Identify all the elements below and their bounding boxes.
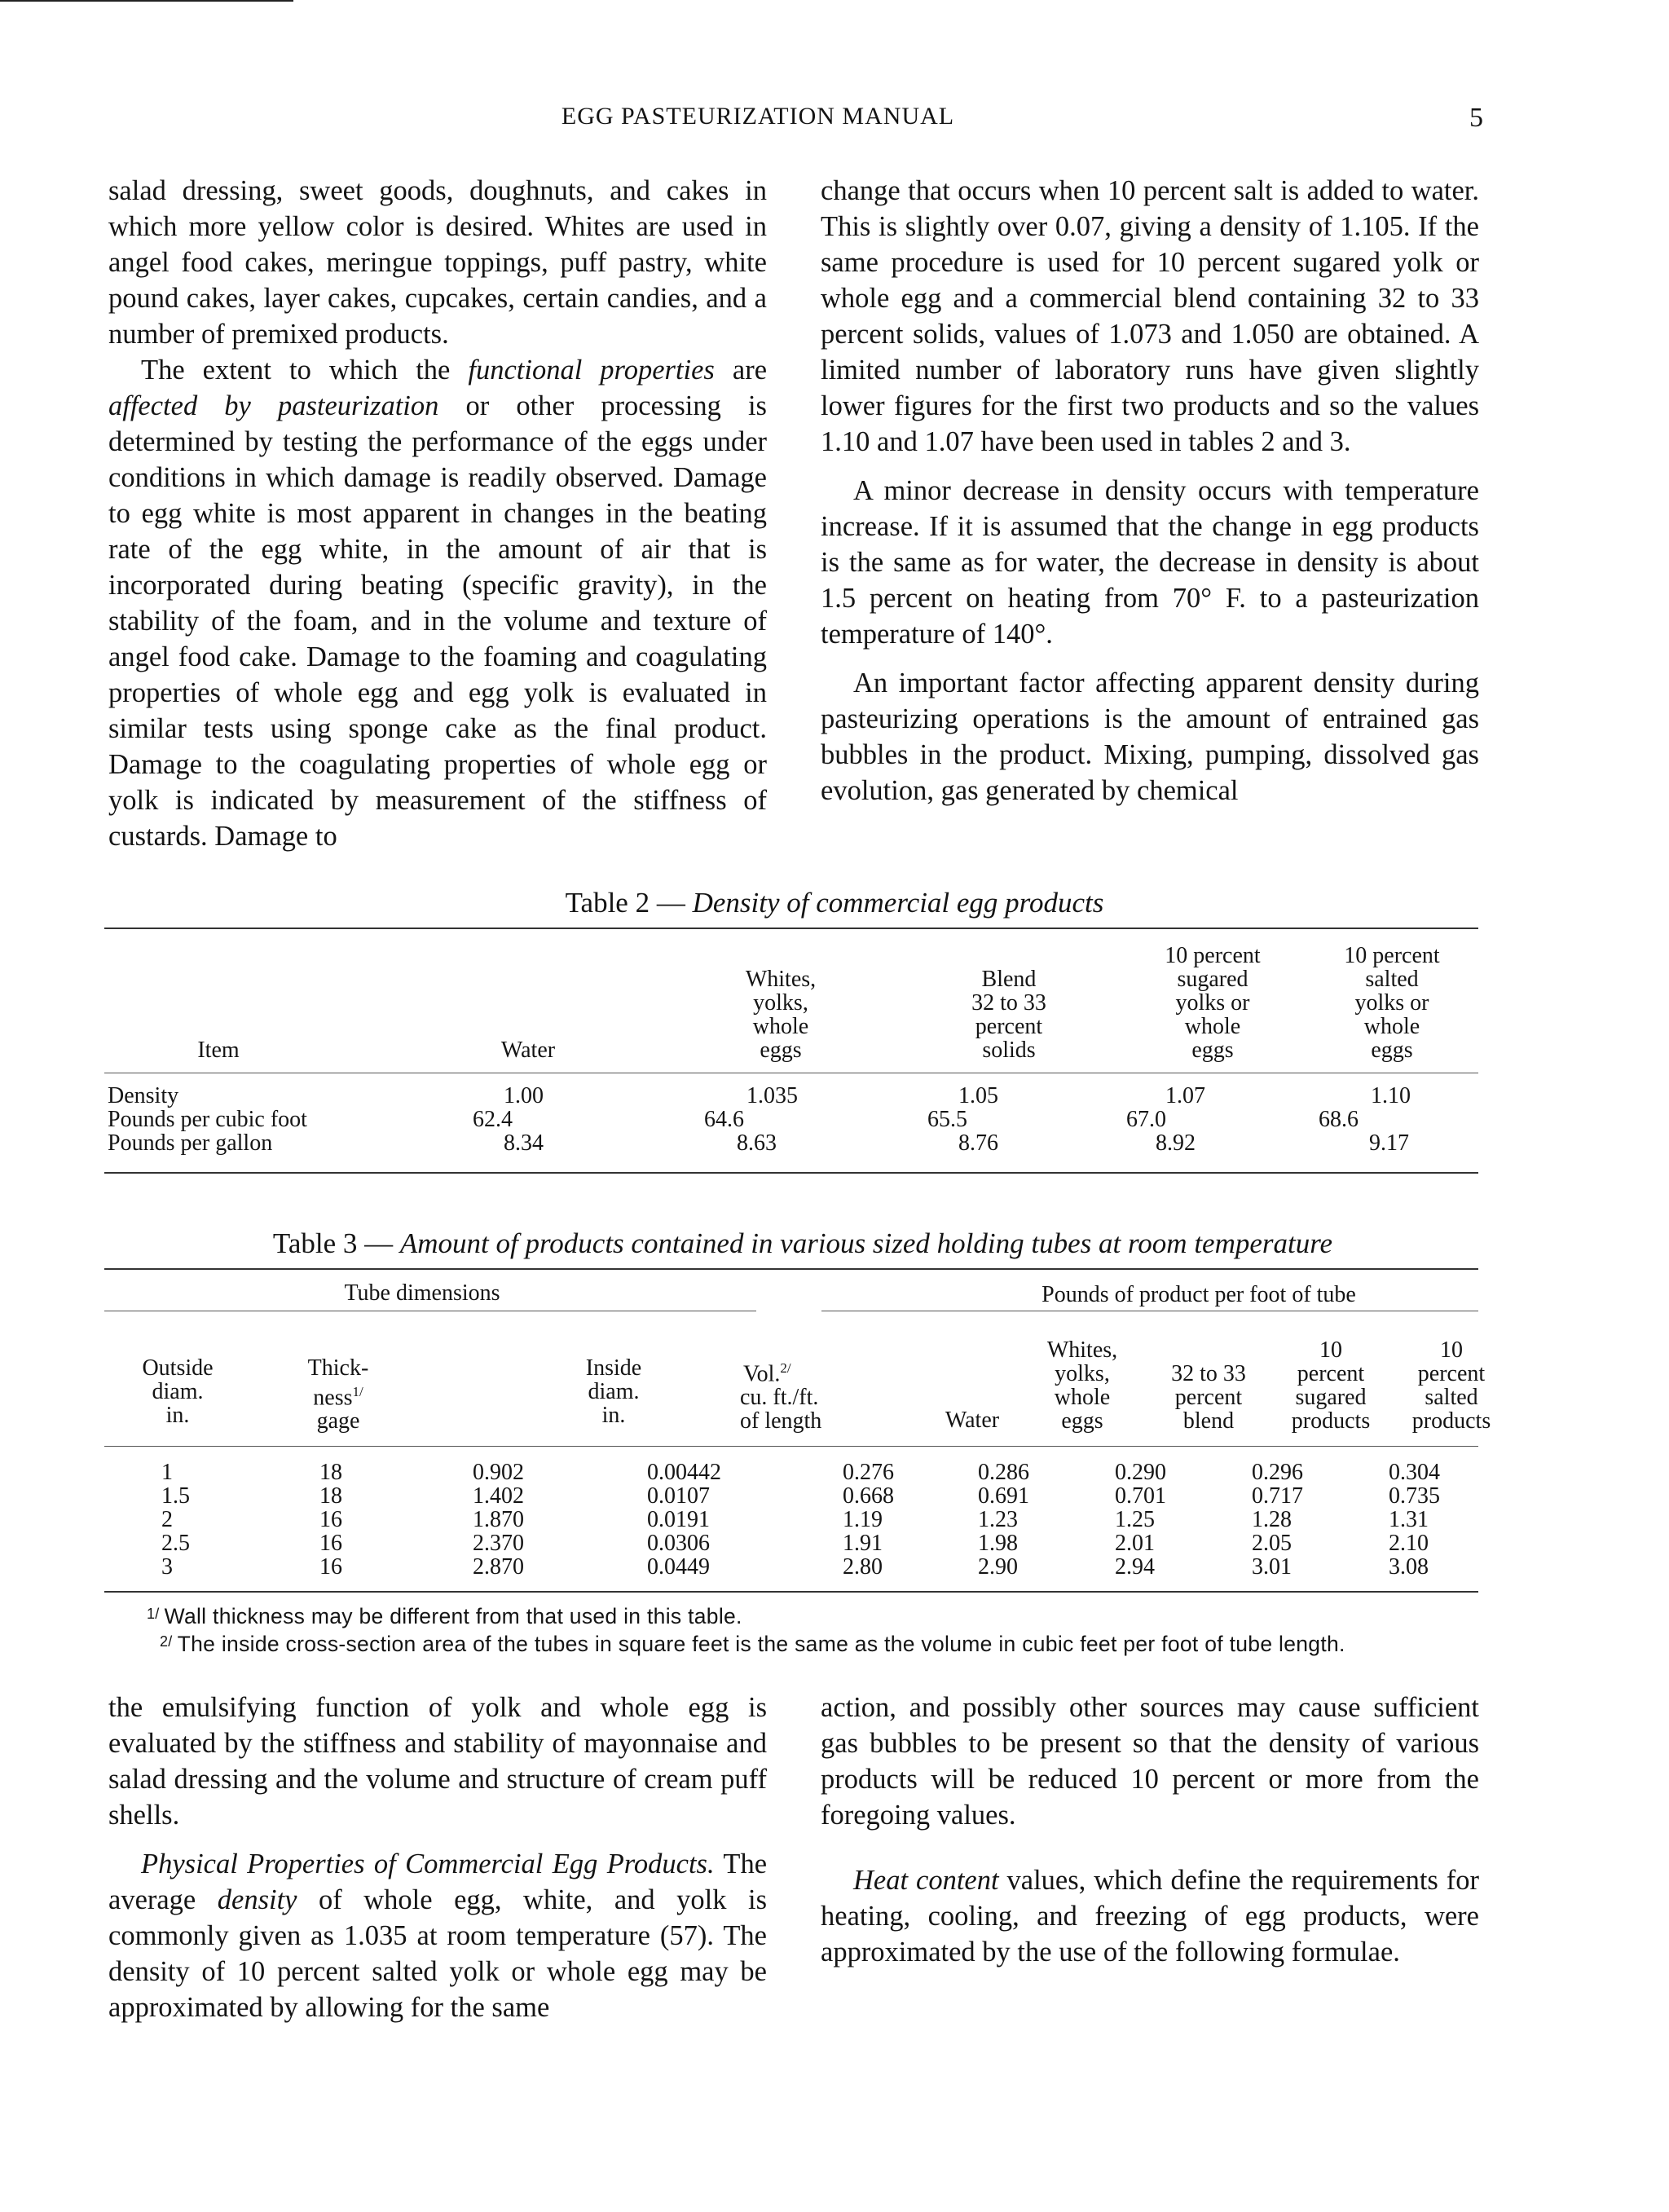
footnote-2 bbox=[160, 1632, 1345, 1657]
text-column-bottom-right bbox=[821, 1690, 1479, 1970]
table-cell: 0.0306 bbox=[647, 1531, 710, 1556]
table-cell: 3.01 bbox=[1252, 1554, 1292, 1580]
table-cell: 1.00 bbox=[504, 1083, 544, 1108]
table-cell: 1.05 bbox=[958, 1083, 998, 1108]
table-cell: 0.286 bbox=[978, 1460, 1029, 1485]
table-cell: 3.08 bbox=[1389, 1554, 1429, 1580]
page-number: 5 bbox=[1469, 103, 1483, 133]
table3-header-volume-line1 bbox=[740, 1356, 903, 1386]
table3-caption bbox=[0, 1227, 1605, 1260]
table-cell: 18 bbox=[319, 1460, 342, 1485]
footnote-mark: 2/ bbox=[780, 1360, 791, 1376]
table3-header-thickness-text: Thick- ness bbox=[307, 1355, 369, 1411]
emphasis: Heat content bbox=[853, 1865, 999, 1896]
table-row bbox=[104, 1131, 1478, 1155]
footnote-mark: 1/ bbox=[352, 1384, 363, 1399]
table-cell: 18 bbox=[319, 1483, 342, 1509]
section-heading: Physical Properties of Commercial Egg Products. bbox=[141, 1848, 715, 1879]
table-cell: 0.00442 bbox=[647, 1460, 721, 1485]
table-cell: 0.276 bbox=[843, 1460, 894, 1485]
table-cell: 0.717 bbox=[1252, 1483, 1303, 1509]
table2-top-rule bbox=[104, 928, 1478, 929]
text-column-top-right bbox=[821, 173, 1479, 809]
table-cell: 2.5 bbox=[161, 1531, 190, 1556]
table-cell: 0.0191 bbox=[647, 1507, 710, 1532]
table-cell: 2.01 bbox=[1115, 1531, 1155, 1556]
table-cell: 0.0107 bbox=[647, 1483, 710, 1509]
table3-bottom-rule bbox=[104, 1591, 1478, 1593]
table-row bbox=[104, 1461, 1478, 1484]
table3-header-inside-diam: Inside diam. in. bbox=[585, 1355, 642, 1428]
footnote-1 bbox=[147, 1604, 742, 1629]
table-cell: 3 bbox=[161, 1554, 173, 1580]
emphasis: density bbox=[217, 1884, 297, 1915]
table3-header-sugared: 10 percent sugared products bbox=[1291, 1337, 1371, 1434]
table3-title: Amount of products contained in various sized holding tubes at room temperature bbox=[399, 1227, 1333, 1259]
table-cell: 9.17 bbox=[1369, 1130, 1409, 1156]
table3-top-rule bbox=[104, 1268, 1478, 1270]
table-cell: 1.035 bbox=[746, 1083, 798, 1108]
table3-header-vol-unit: cu. ft./ft. of length bbox=[740, 1385, 822, 1434]
table-cell: 0.304 bbox=[1389, 1460, 1440, 1485]
table-cell: 1.91 bbox=[843, 1531, 883, 1556]
running-title: EGG PASTEURIZATION MANUAL bbox=[561, 103, 955, 130]
text-run: of whole egg, white, and yolk is commonly given as 1.035 at room temperature (57). The density of 10 percent salted yolk or whole egg may be approximated by allowing for the same bbox=[108, 1884, 768, 2023]
table-cell: Density bbox=[108, 1083, 179, 1108]
table2-bottom-rule bbox=[104, 1172, 1478, 1174]
table2-header bbox=[104, 944, 1478, 1066]
table-cell: 65.5 bbox=[927, 1107, 967, 1132]
table3-header-gage: gage bbox=[316, 1408, 360, 1434]
paragraph: A minor decrease in density occurs with temperature increase. If it is assumed that the change in egg products is the same as for water, the decrease in density is about 1.5 percent on heating from 70° F. to a pasteurization temperature of 140°. bbox=[821, 475, 1479, 650]
table-cell: 16 bbox=[319, 1531, 342, 1556]
table2-header-whites: Whites, yolks, whole eggs bbox=[745, 967, 817, 1063]
table-cell: 1.23 bbox=[978, 1507, 1018, 1532]
table-cell: 67.0 bbox=[1126, 1107, 1166, 1132]
text-run: are bbox=[714, 355, 768, 386]
paragraph bbox=[108, 1846, 767, 2025]
footnote-mark: 2/ bbox=[160, 1633, 173, 1650]
table-cell: 64.6 bbox=[704, 1107, 744, 1132]
footnote-text: The inside cross-section area of the tubes in square feet is the same as the volume in cubic feet per foot of tube length. bbox=[177, 1632, 1345, 1656]
text-column-top-left bbox=[108, 173, 767, 854]
table-cell: 62.4 bbox=[473, 1107, 513, 1132]
table3-group-tube-dimensions: Tube dimensions bbox=[344, 1280, 500, 1306]
table-cell: 0.290 bbox=[1115, 1460, 1166, 1485]
table-cell: 2.90 bbox=[978, 1554, 1018, 1580]
table3-header-outside-diam: Outside diam. in. bbox=[142, 1355, 214, 1428]
table-cell: 1.98 bbox=[978, 1531, 1018, 1556]
table3-header-salted: 10 percent salted products bbox=[1411, 1337, 1491, 1434]
table-cell: 1.07 bbox=[1165, 1083, 1205, 1108]
table3-header-blend: 32 to 33 percent blend bbox=[1171, 1361, 1246, 1434]
table-cell: 8.76 bbox=[958, 1130, 998, 1156]
running-header bbox=[0, 103, 1669, 135]
table3-header-thickness-line1 bbox=[277, 1356, 399, 1409]
table2-body bbox=[104, 1084, 1478, 1162]
table-cell: 2.80 bbox=[843, 1554, 883, 1580]
table-cell: Pounds per gallon bbox=[108, 1130, 273, 1156]
paragraph: An important factor affecting apparent density during pasteurizing operations is the amount of entrained gas bubbles in the product. Mixing, pumping, dissolved gas evolution, gas generated by chemical bbox=[821, 668, 1479, 806]
table3-body bbox=[104, 1461, 1478, 1591]
table2-caption bbox=[0, 887, 1669, 919]
table-cell: 1 bbox=[161, 1460, 173, 1485]
table3-label: Table 3 — bbox=[272, 1227, 394, 1259]
table-cell: 16 bbox=[319, 1554, 342, 1580]
table-cell: 16 bbox=[319, 1507, 342, 1532]
table-cell: 8.92 bbox=[1156, 1130, 1196, 1156]
table-cell: 1.5 bbox=[161, 1483, 190, 1509]
table-cell: 0.735 bbox=[1389, 1483, 1440, 1509]
table2-label: Table 2 — bbox=[565, 887, 685, 919]
text-run: The extent to which the bbox=[141, 355, 469, 386]
table-cell: 0.691 bbox=[978, 1483, 1029, 1509]
table2-header-salted: 10 percent salted yolks or whole eggs bbox=[1344, 943, 1440, 1063]
table-cell: 0.902 bbox=[473, 1460, 524, 1485]
table3-header-thickness bbox=[277, 1356, 399, 1433]
table-row bbox=[104, 1508, 1478, 1531]
footnote-mark: 1/ bbox=[147, 1606, 160, 1622]
table-cell: 2.05 bbox=[1252, 1531, 1292, 1556]
table-cell: 1.28 bbox=[1252, 1507, 1292, 1532]
table2-header-blend: Blend 32 to 33 percent solids bbox=[971, 967, 1046, 1063]
table-cell: Pounds per cubic foot bbox=[108, 1107, 307, 1132]
footnote-text: Wall thickness may be different from that used in this table. bbox=[164, 1604, 742, 1628]
paragraph bbox=[108, 352, 767, 854]
table-cell: 0.0449 bbox=[647, 1554, 710, 1580]
text-run: or other processing is determined by testing the performance of the eggs under conditions in which damage is readily observed. Damage to egg white is most apparent in changes in the beating rate of the egg white, in the amount of air that is incorporated during beating (specific gravity), in the stability of the foam, and in the volume and texture of angel food cake. Damage to the foaming and coagulating properties of whole egg and egg yolk is evaluated in similar tests using sponge cake as the final product. Damage to the coagulating properties of whole egg or yolk is indicated by measurement of the stiffness of custards. Damage to bbox=[108, 390, 767, 852]
table-cell: 1.402 bbox=[473, 1483, 524, 1509]
table-cell: 8.63 bbox=[737, 1130, 777, 1156]
table-cell: 2.870 bbox=[473, 1554, 524, 1580]
table2-header-item: Item bbox=[197, 1038, 240, 1063]
table-cell: 0.701 bbox=[1115, 1483, 1166, 1509]
table3-header-rule bbox=[104, 1446, 1478, 1447]
table3-header-whites: Whites, yolks, whole eggs bbox=[1046, 1337, 1118, 1434]
paragraph: salad dressing, sweet goods, doughnuts, and cakes in which more yellow color is desired. Whites are used in angel food cakes, meringue toppings, puff pastry, white pound cakes, layer cakes, cupcakes, certain candies, and a number of premixed products. bbox=[108, 175, 767, 350]
paragraph bbox=[821, 1862, 1479, 1970]
table-cell: 68.6 bbox=[1319, 1107, 1359, 1132]
table-cell: 8.34 bbox=[504, 1130, 544, 1156]
table3-header-vol-text: Vol. bbox=[743, 1361, 781, 1387]
table-cell: 1.31 bbox=[1389, 1507, 1429, 1532]
emphasis: functional properties bbox=[468, 355, 715, 386]
table-row bbox=[104, 1531, 1478, 1555]
table-cell: 1.19 bbox=[843, 1507, 883, 1532]
table-cell: 1.870 bbox=[473, 1507, 524, 1532]
paragraph: action, and possibly other sources may cause sufficient gas bubbles to be present so that the density of various products will be reduced 10 percent or more from the foregoing values. bbox=[821, 1692, 1479, 1831]
table-row bbox=[104, 1484, 1478, 1508]
table-row bbox=[104, 1555, 1478, 1579]
table-row bbox=[104, 1084, 1478, 1108]
text-run: The average bbox=[108, 1848, 768, 1915]
table2-header-sugared: 10 percent sugared yolks or whole eggs bbox=[1165, 943, 1261, 1063]
table3-header bbox=[104, 1280, 1491, 1436]
table-cell: 2.10 bbox=[1389, 1531, 1429, 1556]
paragraph: change that occurs when 10 percent salt is added to water. This is slightly over 0.07, giving a density of 1.105. If the same procedure is used for 10 percent sugared yolk or whole egg and a commercial blend containing 32 to 33 percent solids, values of 1.073 and 1.050 are obtained. A limited number of laboratory runs have given slightly lower figures for the first two products and so the values 1.10 and 1.07 have been used in tables 2 and 3. bbox=[821, 175, 1479, 457]
table-cell: 0.668 bbox=[843, 1483, 894, 1509]
table-cell: 0.296 bbox=[1252, 1460, 1303, 1485]
text-run: values, which define the requirements for heating, cooling, and freezing of egg products, were approximated by the use of the following formulae. bbox=[821, 1865, 1480, 1967]
table-cell: 2.370 bbox=[473, 1531, 524, 1556]
table-row bbox=[104, 1108, 1478, 1131]
table2-title: Density of commercial egg products bbox=[692, 887, 1104, 919]
emphasis: affected by pasteurization bbox=[108, 390, 439, 421]
text-column-bottom-left bbox=[108, 1690, 767, 2025]
table-cell: 2 bbox=[161, 1507, 173, 1532]
table3-header-volume bbox=[740, 1356, 903, 1433]
table-cell: 1.10 bbox=[1371, 1083, 1411, 1108]
top-edge-rule bbox=[0, 0, 293, 2]
table3-header-water: Water bbox=[945, 1408, 1000, 1433]
paragraph: the emulsifying function of yolk and whole egg is evaluated by the stiffness and stability of mayonnaise and salad dressing and the volume and structure of cream puff shells. bbox=[108, 1692, 767, 1831]
table2-header-water: Water bbox=[500, 1038, 556, 1063]
table3-group-pounds: Pounds of product per foot of tube bbox=[1041, 1282, 1356, 1307]
table-cell: 1.25 bbox=[1115, 1507, 1155, 1532]
table-cell: 2.94 bbox=[1115, 1554, 1155, 1580]
